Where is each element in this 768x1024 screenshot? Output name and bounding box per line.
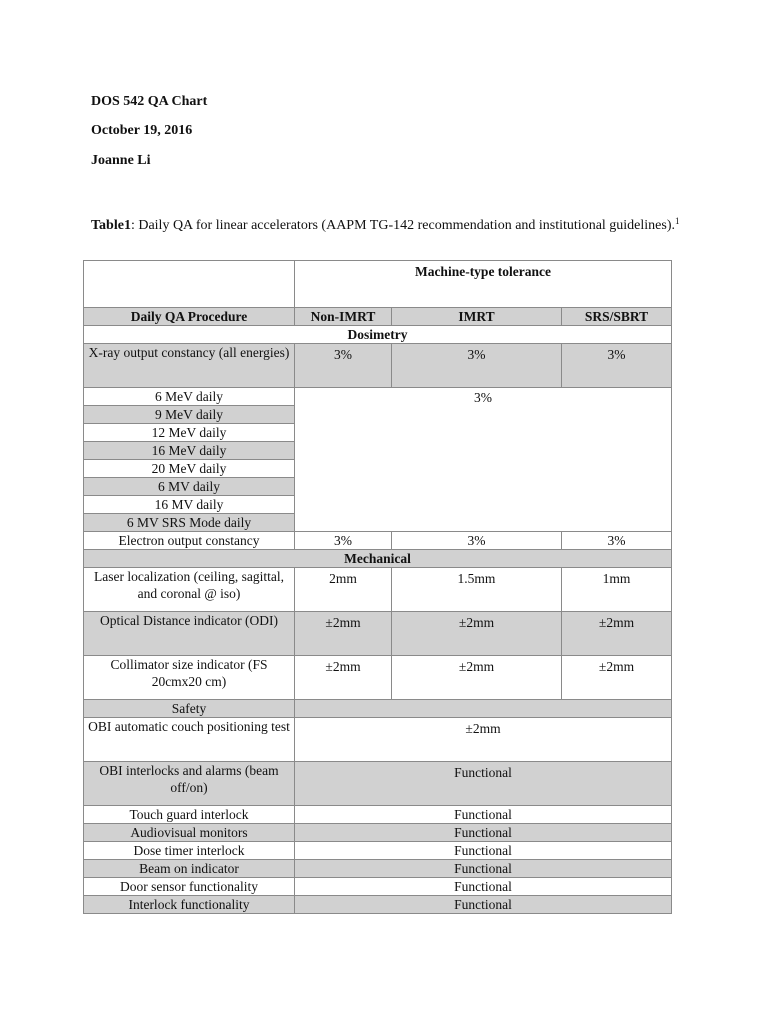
procedure-cell: Door sensor functionality (84, 878, 295, 896)
section-row-mechanical (84, 550, 672, 568)
tolerance-cell: Functional (295, 878, 672, 896)
procedure-cell: Electron output constancy (84, 532, 295, 550)
column-header-imrt: IMRT (392, 308, 562, 326)
srs-sbrt-cell: ±2mm (562, 612, 672, 656)
section-label-dosimetry: Dosimetry (84, 326, 672, 344)
non-imrt-cell: ±2mm (295, 656, 392, 700)
table-caption (91, 211, 681, 236)
non-imrt-cell: ±2mm (295, 612, 392, 656)
column-header-non-imrt: Non-IMRT (295, 308, 392, 326)
table-row (84, 842, 672, 860)
document-author: Joanne Li (91, 153, 151, 168)
column-header-procedure: Daily QA Procedure (84, 308, 295, 326)
caption-label: Table1 (91, 218, 131, 233)
procedure-cell: OBI automatic couch positioning test (84, 718, 295, 762)
table-row (84, 612, 672, 656)
imrt-cell: 3% (392, 532, 562, 550)
table-row (84, 568, 672, 612)
empty-header-cell (84, 261, 295, 308)
caption-text: : Daily QA for linear accelerators (AAPM TG-142 recommendation and institutional guidelines). (130, 218, 675, 233)
tolerance-cell: Functional (295, 762, 672, 806)
srs-sbrt-cell: 1mm (562, 568, 672, 612)
safety-section-blank (295, 700, 672, 718)
srs-sbrt-cell: 3% (562, 532, 672, 550)
srs-sbrt-cell: ±2mm (562, 656, 672, 700)
table-row (84, 532, 672, 550)
qa-table (83, 260, 672, 914)
section-row-safety (84, 700, 672, 718)
non-imrt-cell: 2mm (295, 568, 392, 612)
procedure-cell: Touch guard interlock (84, 806, 295, 824)
procedure-cell: 20 MeV daily (84, 460, 295, 478)
procedure-cell: Laser localization (ceiling, sagittal, and coronal @ iso) (84, 568, 295, 612)
procedure-cell: Beam on indicator (84, 860, 295, 878)
table-column-header-row (84, 308, 672, 326)
procedure-cell: Optical Distance indicator (ODI) (84, 612, 295, 656)
section-label-safety: Safety (84, 700, 295, 718)
caption-footnote: 1 (675, 216, 680, 226)
imrt-cell: 1.5mm (392, 568, 562, 612)
procedure-cell: Dose timer interlock (84, 842, 295, 860)
section-label-mechanical: Mechanical (84, 550, 672, 568)
procedure-cell: 9 MeV daily (84, 406, 295, 424)
tolerance-cell: ±2mm (295, 718, 672, 762)
table-row (84, 860, 672, 878)
table-row (84, 388, 672, 406)
procedure-cell: 6 MV SRS Mode daily (84, 514, 295, 532)
procedure-cell: 16 MV daily (84, 496, 295, 514)
procedure-cell: OBI interlocks and alarms (beam off/on) (84, 762, 295, 806)
imrt-cell: ±2mm (392, 612, 562, 656)
table-row (84, 344, 672, 388)
procedure-cell: 12 MeV daily (84, 424, 295, 442)
tolerance-cell: Functional (295, 824, 672, 842)
procedure-cell: 6 MeV daily (84, 388, 295, 406)
document-title: DOS 542 QA Chart (91, 94, 208, 109)
table-row (84, 824, 672, 842)
procedure-cell: X-ray output constancy (all energies) (84, 344, 295, 388)
group-header-machine-type: Machine-type tolerance (295, 261, 672, 308)
tolerance-cell: Functional (295, 860, 672, 878)
procedure-cell: Interlock functionality (84, 896, 295, 914)
imrt-cell: ±2mm (392, 656, 562, 700)
procedure-cell: Audiovisual monitors (84, 824, 295, 842)
non-imrt-cell: 3% (295, 532, 392, 550)
procedure-cell: 6 MV daily (84, 478, 295, 496)
column-header-srs-sbrt: SRS/SBRT (562, 308, 672, 326)
tolerance-cell: Functional (295, 842, 672, 860)
table-row (84, 762, 672, 806)
srs-sbrt-cell: 3% (562, 344, 672, 388)
document-date: October 19, 2016 (91, 123, 193, 138)
table-row (84, 806, 672, 824)
imrt-cell: 3% (392, 344, 562, 388)
table-row (84, 878, 672, 896)
energy-tolerance-cell: 3% (295, 388, 672, 532)
procedure-cell: Collimator size indicator (FS 20cmx20 cm) (84, 656, 295, 700)
tolerance-cell: Functional (295, 896, 672, 914)
table-row (84, 896, 672, 914)
table-row (84, 718, 672, 762)
tolerance-cell: Functional (295, 806, 672, 824)
non-imrt-cell: 3% (295, 344, 392, 388)
table-group-header-row (84, 261, 672, 308)
table-row (84, 656, 672, 700)
procedure-cell: 16 MeV daily (84, 442, 295, 460)
section-row-dosimetry (84, 326, 672, 344)
